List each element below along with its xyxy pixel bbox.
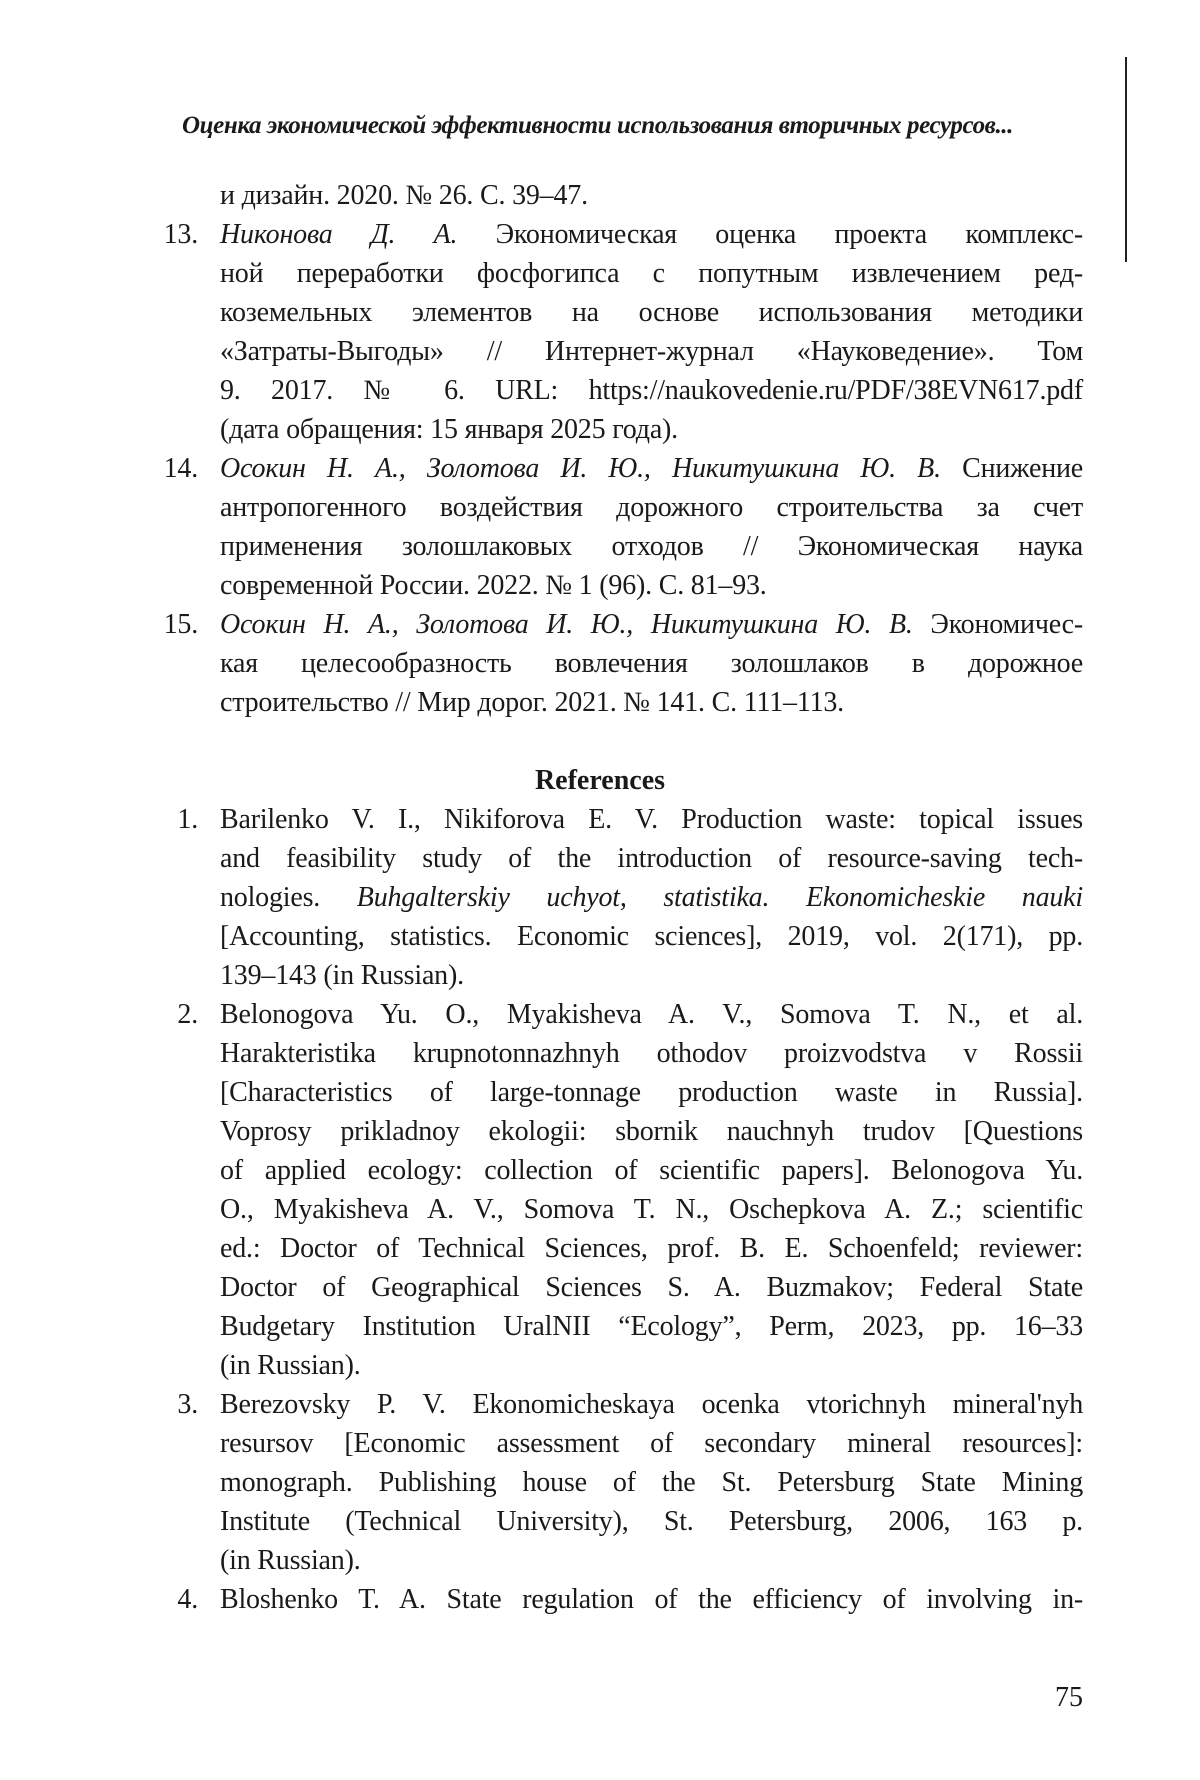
reference-text-segment: Снижение	[941, 453, 1083, 484]
reference-line	[0, 293, 1200, 332]
reference-text	[220, 839, 1083, 878]
reference-text-segment: Экономическая оценка проекта комплекс-	[457, 219, 1083, 250]
reference-text-segment: 9. 2017. № 6. URL: https://naukovedenie.ru/PDF/38EVN617.pdf	[220, 375, 1083, 406]
reference-line	[0, 683, 1200, 722]
reference-line	[0, 878, 1200, 917]
reference-text-segment: of applied ecology: collection of scientific papers]. Belonogova Yu.	[220, 1155, 1083, 1186]
spacer	[0, 722, 1200, 761]
reference-text	[220, 176, 1083, 215]
reference-text-segment: коземельных элементов на основе использования методики	[220, 297, 1083, 328]
reference-text-segment: Экономичес-	[913, 609, 1083, 640]
reference-text-segment: Berezovsky P. V. Ekonomicheskaya ocenka vtorichnyh mineral'nyh	[220, 1389, 1083, 1420]
reference-line	[0, 1580, 1200, 1619]
reference-text-segment: антропогенного воздействия дорожного строительства за счет	[220, 492, 1083, 523]
reference-author-italic: Buhgalterskiy uchyot, statistika. Ekonomicheskie nauki	[357, 882, 1083, 913]
reference-text-segment: Bloshenko T. A. State regulation of the efficiency of involving in-	[220, 1584, 1083, 1615]
references-heading: References	[0, 761, 1200, 800]
reference-number: 2.	[140, 995, 198, 1034]
reference-text	[220, 917, 1083, 956]
reference-text-segment: monograph. Publishing house of the St. Petersburg State Mining	[220, 1467, 1083, 1498]
reference-text	[220, 1463, 1083, 1502]
reference-text-segment: 139–143 (in Russian).	[220, 960, 464, 991]
reference-text	[220, 644, 1083, 683]
reference-line	[0, 1151, 1200, 1190]
reference-line	[0, 332, 1200, 371]
reference-text-segment: Belonogova Yu. O., Myakisheva A. V., Somova T. N., et al.	[220, 999, 1083, 1030]
reference-number: 15.	[140, 605, 198, 644]
reference-line	[0, 449, 1200, 488]
reference-text	[220, 1034, 1083, 1073]
reference-line	[0, 644, 1200, 683]
reference-line	[0, 176, 1200, 215]
reference-text	[220, 1346, 1083, 1385]
reference-text	[220, 1307, 1083, 1346]
reference-text	[220, 449, 1083, 488]
reference-line	[0, 1307, 1200, 1346]
reference-text	[220, 878, 1083, 917]
reference-text	[220, 956, 1083, 995]
reference-text-segment: применения золошлаковых отходов // Экономическая наука	[220, 531, 1083, 562]
reference-text-segment: resursov [Economic assessment of secondary mineral resources]:	[220, 1428, 1083, 1459]
reference-line	[0, 917, 1200, 956]
reference-text-segment: строительство // Мир дорог. 2021. № 141. С. 111–113.	[220, 687, 844, 718]
reference-text-segment: and feasibility study of the introduction of resource-saving tech-	[220, 843, 1083, 874]
reference-text-segment: (дата обращения: 15 января 2025 года).	[220, 414, 678, 445]
reference-line	[0, 1385, 1200, 1424]
reference-text-segment: [Accounting, statistics. Economic sciences], 2019, vol. 2(171), pp.	[220, 921, 1083, 952]
reference-line	[0, 1268, 1200, 1307]
reference-text	[220, 527, 1083, 566]
reference-text-segment: [Characteristics of large-tonnage production waste in Russia].	[220, 1077, 1083, 1108]
reference-text-segment: Barilenko V. I., Nikiforova E. V. Production waste: topical issues	[220, 804, 1083, 835]
reference-text	[220, 371, 1083, 410]
reference-line	[0, 371, 1200, 410]
reference-text	[220, 1073, 1083, 1112]
english-reference-list	[0, 800, 1200, 1619]
reference-text-segment: ed.: Doctor of Technical Sciences, prof. B. E. Schoenfeld; reviewer:	[220, 1233, 1083, 1264]
reference-text	[220, 1229, 1083, 1268]
reference-line	[0, 1112, 1200, 1151]
reference-line	[0, 605, 1200, 644]
reference-text-segment: «Затраты-Выгоды» // Интернет-журнал «Науковедение». Том	[220, 336, 1083, 367]
reference-line	[0, 1463, 1200, 1502]
running-head: Оценка экономической эффективности использования вторичных ресурсов...	[100, 112, 1095, 140]
reference-text	[220, 1385, 1083, 1424]
reference-line	[0, 527, 1200, 566]
reference-line	[0, 1229, 1200, 1268]
reference-text	[220, 1502, 1083, 1541]
reference-text-segment: nologies.	[220, 882, 357, 913]
russian-reference-list	[0, 176, 1200, 722]
reference-text-segment: Doctor of Geographical Sciences S. A. Buzmakov; Federal State	[220, 1272, 1083, 1303]
reference-text-segment: (in Russian).	[220, 1350, 361, 1381]
reference-text	[220, 488, 1083, 527]
reference-line	[0, 839, 1200, 878]
reference-author-italic: Никонова Д. А.	[220, 219, 457, 250]
reference-text	[220, 1580, 1083, 1619]
reference-text	[220, 605, 1083, 644]
reference-text	[220, 800, 1083, 839]
reference-line	[0, 1541, 1200, 1580]
reference-text-segment: Budgetary Institution UralNII “Ecology”, Perm, 2023, pp. 16–33	[220, 1311, 1083, 1342]
reference-number: 14.	[140, 449, 198, 488]
reference-line	[0, 1190, 1200, 1229]
reference-line	[0, 1073, 1200, 1112]
page-body	[0, 176, 1200, 1619]
reference-text	[220, 1112, 1083, 1151]
reference-text-segment: современной России. 2022. № 1 (96). С. 81–93.	[220, 570, 767, 601]
reference-text	[220, 332, 1083, 371]
reference-line	[0, 566, 1200, 605]
reference-text	[220, 410, 1083, 449]
reference-line	[0, 800, 1200, 839]
reference-line	[0, 1346, 1200, 1385]
reference-text-segment: Voprosy prikladnoy ekologii: sbornik nauchnyh trudov [Questions	[220, 1116, 1083, 1147]
reference-text-segment: кая целесообразность вовлечения золошлаков в дорожное	[220, 648, 1083, 679]
reference-text	[220, 566, 1083, 605]
reference-line	[0, 1424, 1200, 1463]
reference-text	[220, 1424, 1083, 1463]
reference-line	[0, 1034, 1200, 1073]
reference-text-segment: Harakteristika krupnotonnazhnyh othodov proizvodstva v Rossii	[220, 1038, 1083, 1069]
reference-number: 1.	[140, 800, 198, 839]
reference-text	[220, 1541, 1083, 1580]
reference-text	[220, 215, 1083, 254]
reference-author-italic: Осокин Н. А., Золотова И. Ю., Никитушкина Ю. В.	[220, 609, 913, 640]
reference-text	[220, 1190, 1083, 1229]
reference-text	[220, 254, 1083, 293]
reference-text	[220, 683, 1083, 722]
reference-text-segment: (in Russian).	[220, 1545, 361, 1576]
reference-line	[0, 956, 1200, 995]
reference-author-italic: Осокин Н. А., Золотова И. Ю., Никитушкина Ю. В.	[220, 453, 941, 484]
reference-line	[0, 995, 1200, 1034]
reference-text-segment: и дизайн. 2020. № 26. С. 39–47.	[220, 180, 588, 211]
reference-number: 4.	[140, 1580, 198, 1619]
reference-text-segment: Institute (Technical University), St. Petersburg, 2006, 163 p.	[220, 1506, 1083, 1537]
reference-text-segment: ной переработки фосфогипса с попутным извлечением ред-	[220, 258, 1083, 289]
page-number: 75	[1000, 1682, 1083, 1714]
reference-line	[0, 410, 1200, 449]
reference-line	[0, 488, 1200, 527]
reference-line	[0, 215, 1200, 254]
reference-text	[220, 1151, 1083, 1190]
reference-line	[0, 1502, 1200, 1541]
reference-number: 13.	[140, 215, 198, 254]
reference-text	[220, 995, 1083, 1034]
reference-text	[220, 293, 1083, 332]
reference-number: 3.	[140, 1385, 198, 1424]
reference-text-segment: O., Myakisheva A. V., Somova T. N., Oschepkova A. Z.; scientific	[220, 1194, 1083, 1225]
reference-line	[0, 254, 1200, 293]
reference-text	[220, 1268, 1083, 1307]
